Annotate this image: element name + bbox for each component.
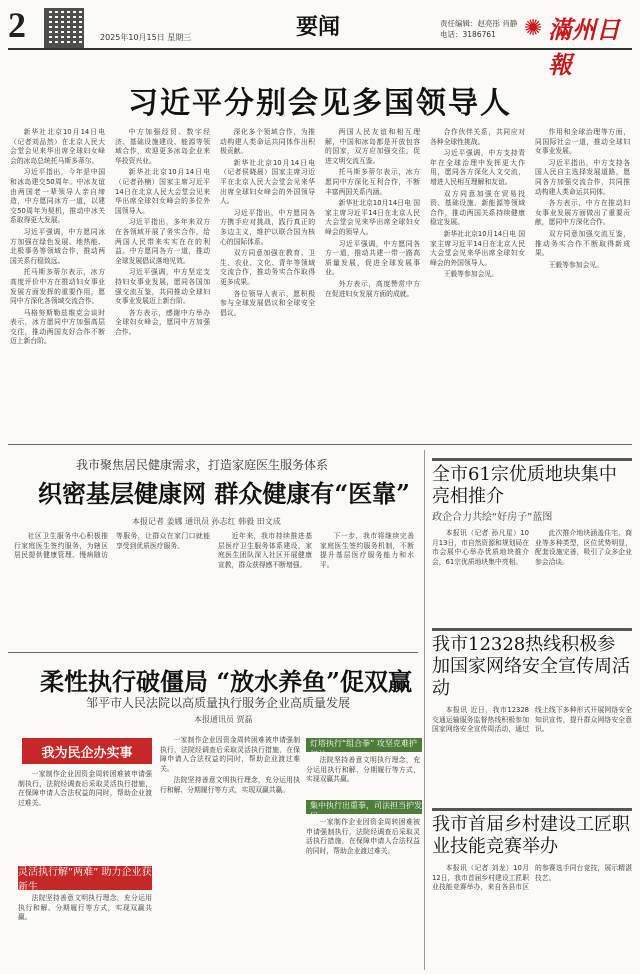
law-headline: 柔性执行破僵局 “放水养鱼”促双赢 xyxy=(40,667,412,696)
paragraph: 法院坚持善意文明执行理念，充分运用执行和解、分期履行等方式，实现双赢共赢。 xyxy=(160,776,300,794)
paragraph: 两国人民友谊和相互理解，中国和冰岛都是开放包容的国家，双方应加强交往，促进文明交流互鉴。 xyxy=(325,128,420,165)
paragraph: 此次推介地块涵盖住宅、商业等多种类型，区位优势明显，配套设施完善，吸引了众多企业参会洽谈。 xyxy=(535,529,632,566)
health-body xyxy=(14,532,414,642)
health-headline: 织密基层健康网 群众健康有“医靠” xyxy=(38,479,410,508)
paragraph: 一家制作企业因资金周转困难被申请强制执行，法院经调查后采取灵活执行措施，在保障申请人合法权益的同时，帮助企业渡过难关。 xyxy=(306,818,420,855)
housing-subtitle: 政企合力共绘“好房子”蓝图 xyxy=(432,512,553,523)
skills-body xyxy=(432,864,632,974)
paragraph: 马格努斯勒兹维克会谈时表示，冰方愿同中方加强高层交往，推动两国友好合作不断迈上新台阶。 xyxy=(10,308,105,346)
newspaper-logo: 滿州日報 xyxy=(548,15,620,79)
paragraph: 托马斯多蒂尔表示，冰方愿同中方深化互利合作，不断丰富两国关系内涵。 xyxy=(325,168,420,196)
hotline-title: 我市12328热线积极参加国家网络安全宣传周活动 xyxy=(432,634,630,699)
housing-title: 全市61宗优质地块集中亮相推介 xyxy=(432,464,617,507)
law-subtitle: 邹平市人民法院以高质量执行服务企业高质量发展 xyxy=(86,696,351,710)
law-body-left xyxy=(18,894,152,968)
qr-code xyxy=(44,8,84,48)
page-number: 2 xyxy=(8,5,26,45)
paragraph: 双方同意加强在贸易投资、基础设施、新能源等领域合作，推动两国关系持续健康稳定发展。 xyxy=(430,189,525,227)
housing-body xyxy=(432,529,632,629)
paragraph: 新华社北京10月14日电（记者刘品然）在北京人民大会堂会见来华出席全球妇女峰会的冰岛总统托马斯多蒂尔。 xyxy=(10,128,105,165)
paragraph: 习近平指出，今年是中国和冰岛建交50周年。中冰友谊由两国老一辈领导人亲自缔造，中方愿同冰方一道，以建交50周年为契机，推动中冰关系取得更大发展。 xyxy=(10,168,105,225)
phone-line: 电话：3186761 xyxy=(440,30,496,39)
law-box-body xyxy=(306,756,420,798)
paragraph: 本报讯（记者 孙凡星）10月13日，市自然资源和规划局在市会展中心举办优质地块推介会，61宗优质地块集中亮相。 xyxy=(432,529,530,566)
hotline-story xyxy=(432,628,632,816)
section-title: 要闻 xyxy=(296,15,341,40)
paragraph: 外方表示，高度赞赏中方在促进妇女发展方面的成就。 xyxy=(325,279,420,298)
paragraph: 习近平强调，中方愿同冰方加强在绿色发展、地热能、北极事务等领域合作，推动两国关系行稳致远。 xyxy=(10,227,105,265)
editors-line: 责任编辑：赵亮彤 肖静 xyxy=(440,19,518,28)
column-divider xyxy=(424,450,425,970)
editors-info xyxy=(440,18,517,40)
health-kicker: 我市聚焦居民健康需求，打造家庭医生服务体系 xyxy=(76,458,329,472)
skills-story xyxy=(432,808,632,974)
paragraph: 习近平强调，中方坚定支持妇女事业发展，愿同各国加强交流互鉴，共同推动全球妇女事业发展迈上新台阶。 xyxy=(115,268,210,306)
paragraph: 合作伙伴关系，共同应对各种全球性挑战。 xyxy=(430,128,525,146)
paragraph: 双方同意加强在教育、卫生、农业、文化、青年等领域交流合作，推动务实合作取得更多成果。 xyxy=(220,249,315,286)
law-subhead-badge: 灵活执行解“两难” 助力企业获新生 xyxy=(18,867,152,893)
paragraph: 社区卫生服务中心积极推行家庭医生签约服务，为辖区居民提供健康管理、慢病随访等服务，让群众在家门口就能享受到优质医疗服务。 xyxy=(14,532,210,560)
paragraph: 下一步，我市将继续完善家庭医生签约服务机制，不断提升基层医疗服务能力和水平。 xyxy=(320,532,414,569)
paragraph: 各方表示，中方在推动妇女事业发展方面做出了重要贡献，愿同中方深化合作。 xyxy=(535,199,630,227)
law-intro xyxy=(18,770,152,862)
campaign-badge: 我为民企办实事 xyxy=(22,738,152,764)
law-box-body xyxy=(306,818,420,968)
law-box-title: 集中执行出重拳，司法担当护发展 xyxy=(306,800,422,814)
paragraph: 一家制作企业因资金周转困难被申请强制执行，法院经调查后采取灵活执行措施，在保障申请人合法权益的同时，帮助企业渡过难关。 xyxy=(18,770,152,807)
paragraph: 深化多个领域合作，为推动构建人类命运共同体作出积极贡献。 xyxy=(220,128,315,156)
dateline: 2025年10月15日 星期三 xyxy=(100,33,192,42)
masthead-rule xyxy=(8,48,632,50)
lead-column xyxy=(325,128,420,438)
paragraph: 新华社北京10月14日电（记者孙楠）国家主席习近平14日在北京人民大会堂会见来华出席全球妇女峰会的多位外国领导人。 xyxy=(115,168,210,215)
paragraph: 双方同意加强交流互鉴，推动务实合作不断取得新成果。 xyxy=(535,229,630,258)
logo-mark-icon: ✺ xyxy=(524,16,543,41)
section-divider xyxy=(8,444,632,445)
paragraph: 托马斯多蒂尔表示，冰方高度评价中方在推动妇女事业发展方面发挥的重要作用，愿同中方深化各领域交流合作。 xyxy=(10,268,105,306)
health-byline: 本报记者 姜娜 通讯员 孙志红 韩毅 田文成 xyxy=(132,517,281,526)
paragraph: 习近平强调，中方愿同各方一道，推动共建一带一路高质量发展，促进全球发展事业。 xyxy=(325,239,420,277)
paragraph: 一家制作企业因资金周转困难被申请强制执行，法院经调查后采取灵活执行措施，在保障申请人合法权益的同时，帮助企业渡过难关。 xyxy=(160,736,300,773)
housing-story xyxy=(432,458,632,629)
paragraph: 中方加强经贸、数字经济、基础设施建设、能源等领域合作，欢迎更多冰岛企业来华投资兴业。 xyxy=(115,128,210,165)
paragraph: 习近平指出，中方支持各国人民自主选择发展道路，愿同各方加强交流合作，共同推动构建人类命运共同体。 xyxy=(535,158,630,196)
paragraph: 新华社北京10月14日电 国家主席习近平14日在北京人民大会堂会见来华出席全球妇女峰会的领导人。 xyxy=(325,199,420,236)
skills-title: 我市首届乡村建设工匠职业技能竞赛举办 xyxy=(432,814,630,857)
lead-column xyxy=(535,128,630,438)
paragraph: 习近平指出，中方愿同各方携手应对挑战，践行真正的多边主义，维护以联合国为核心的国际体系。 xyxy=(220,208,315,246)
paragraph: 各方表示，感谢中方举办全球妇女峰会，愿同中方加强合作。 xyxy=(115,308,210,336)
lead-columns xyxy=(10,128,630,438)
paragraph: 法院坚持善意文明执行理念，充分运用执行和解、分期履行等方式，实现双赢共赢。 xyxy=(306,756,420,784)
paragraph: 王毅等参加会见。 xyxy=(443,270,498,279)
paragraph: 各位领导人表示，愿积极参与全球发展倡议和全球安全倡议。 xyxy=(220,289,315,317)
lead-column xyxy=(220,128,315,438)
law-box-title: 灯塔执行“组合拳” 攻坚克难护权益 xyxy=(306,738,422,752)
hotline-body xyxy=(432,706,632,816)
section-divider xyxy=(8,652,418,653)
paragraph: 本报讯（记者 刘龙）10月12日，我市首届乡村建设工匠职业技能竞赛举办，来自各县市区的参赛选手同台竞技，展示精湛技艺。 xyxy=(432,864,632,892)
paragraph: 新华社北京10月14日电 国家主席习近平14日在北京人民大会堂会见来华出席全球妇女峰会的外国领导人。 xyxy=(430,229,525,267)
paragraph: 作用和全球治理等方面，同国际社会一道，推动全球妇女事业发展。 xyxy=(535,128,630,156)
lead-headline: 习近平分别会见多国领导人 xyxy=(128,86,512,121)
law-body-mid xyxy=(160,736,300,968)
paragraph: 王毅等参加会见。 xyxy=(548,260,603,269)
paragraph: 本报讯 近日，我市12328交通运输服务监督热线积极参加国家网络安全宣传周活动，通过线上线下多种形式开展网络安全知识宣传，提升群众网络安全意识。 xyxy=(432,706,632,734)
paragraph: 新华社北京10月14日电（记者侯晓晨）国家主席习近平在北京人民大会堂会见来华出席全球妇女峰会的外国领导人。 xyxy=(220,158,315,206)
paragraph: 习近平指出，多年来双方在各领域开展了务实合作，给两国人民带来实实在在的利益。中方愿同各方一道，推动全球发展倡议落地见效。 xyxy=(115,218,210,265)
lead-column xyxy=(430,128,525,438)
lead-column xyxy=(115,128,210,438)
law-byline: 本报通讯员 贾磊 xyxy=(194,715,253,724)
paragraph: 近年来，我市持续推进基层医疗卫生服务体系建设，家庭医生团队深入社区开展健康宣教，群众获得感不断增强。 xyxy=(218,532,312,569)
paragraph: 法院坚持善意文明执行理念，充分运用执行和解、分期履行等方式，实现双赢共赢。 xyxy=(18,894,152,922)
lead-column xyxy=(10,128,105,438)
paragraph: 习近平强调，中方支持青年在全球治理中发挥更大作用，愿同各方深化人文交流，增进人民相互理解和友谊。 xyxy=(430,149,525,186)
